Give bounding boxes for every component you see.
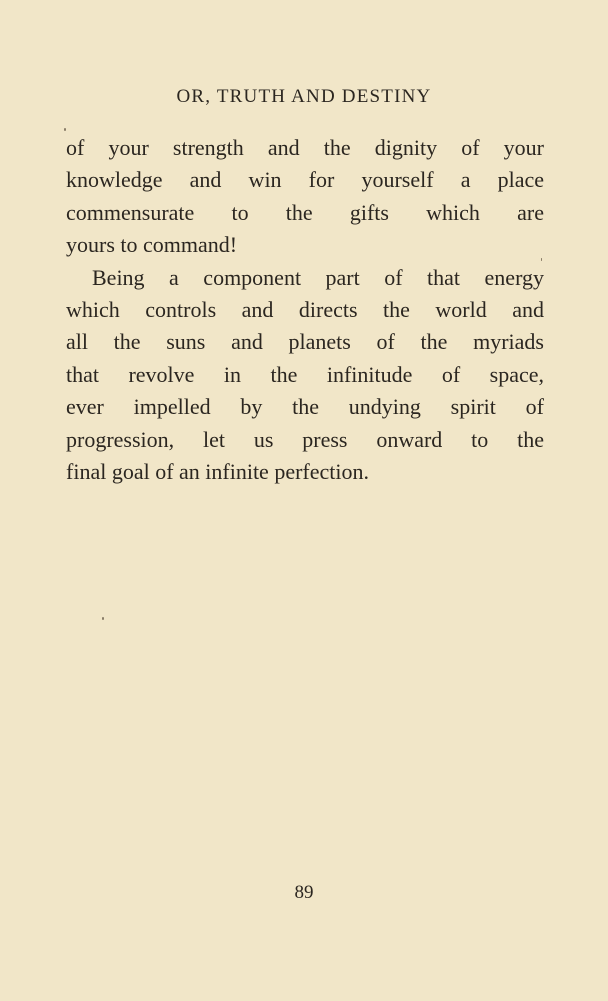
paper-speck: [64, 128, 66, 131]
text-line: final goal of an infinite perfection.: [66, 459, 369, 485]
paragraph-2: [66, 262, 544, 489]
running-head: OR, TRUTH AND DESTINY: [176, 86, 432, 107]
text-line: knowledge and win for yourself a place: [66, 167, 544, 193]
paper-speck: [541, 258, 542, 261]
page-number: 89: [294, 882, 314, 903]
text-line: of your strength and the dignity of your: [66, 135, 544, 160]
text-line: ever impelled by the undying spirit of: [66, 394, 544, 420]
text-line: which controls and directs the world and: [66, 297, 544, 323]
text-line: that revolve in the infinitude of space,: [66, 361, 544, 387]
text-line: yours to command!: [66, 232, 238, 258]
paragraph-1: [66, 132, 544, 262]
text-line: all the suns and planets of the myriads: [66, 329, 544, 355]
text-line: progression, let us press onward to the: [66, 426, 544, 452]
text-line: Being a component part of that energy: [92, 264, 544, 290]
text-line: commensurate to the gifts which are: [66, 199, 544, 225]
paper-speck: [102, 617, 104, 620]
body-text: [66, 132, 544, 488]
